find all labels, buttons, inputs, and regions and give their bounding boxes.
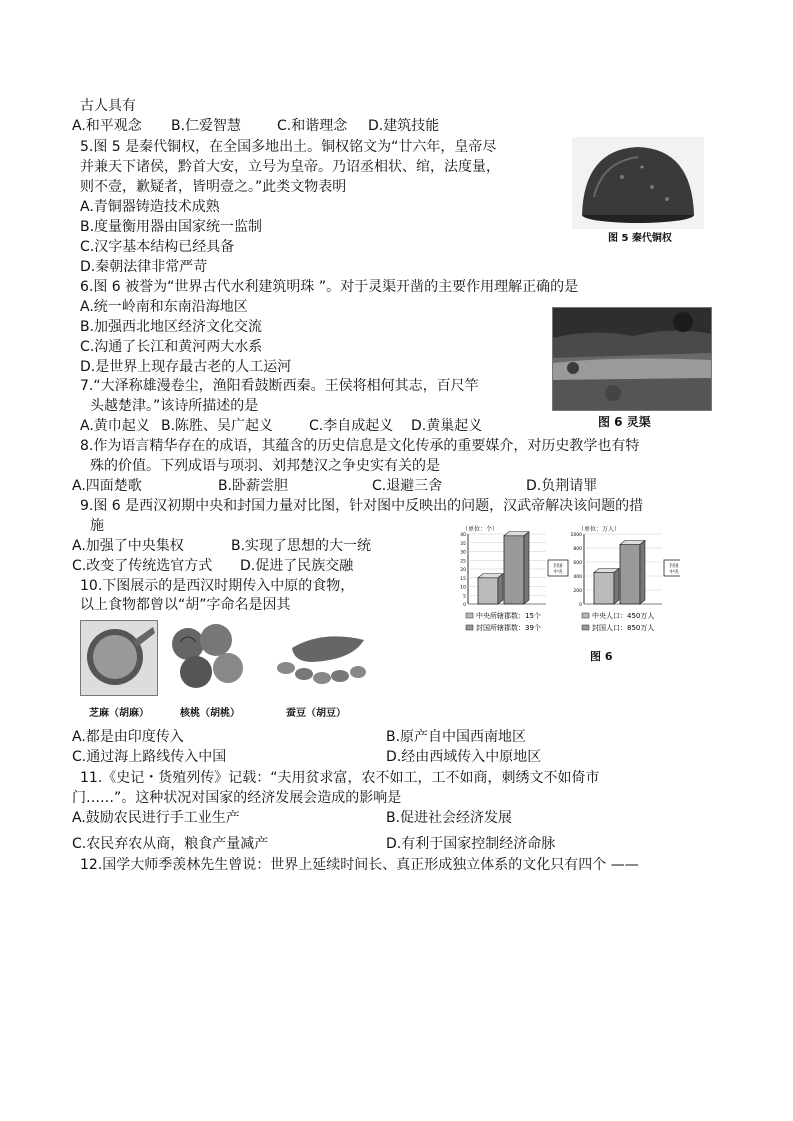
broad-bean-photo <box>272 624 368 694</box>
chart-0-tick-label: 5 <box>463 594 466 600</box>
chart-0-legend-item: 中央所辖郡数：15个 <box>476 612 541 620</box>
central-vs-fief-bar-charts <box>456 524 680 642</box>
chart-0-legend-swatch <box>466 625 473 630</box>
chart-0-legend-item: 封国所辖郡数：39个 <box>476 624 541 632</box>
q10-stem-line1: 10.下图展示的是西汉时期传入中原的食物， <box>80 578 355 594</box>
chart-0-bar-0 <box>478 578 498 604</box>
figure6-lingqu-caption: 图 6 灵渠 <box>598 415 651 429</box>
q11-option-d: D.有利于国家控制经济命脉 <box>386 836 556 852</box>
chart-0-legend-box-label: 中央 <box>553 570 563 575</box>
figure6-chart-caption: 图 6 <box>590 650 613 663</box>
q9-option-c: C.改变了传统选官方式 <box>72 558 213 574</box>
chart-0-bar-0-side <box>498 574 503 604</box>
chart-1-tick-label: 600 <box>573 561 582 566</box>
walnut-photo <box>166 620 250 694</box>
broad-bean-label: 蚕豆（胡豆） <box>286 708 346 719</box>
chart-0-tick-label: 25 <box>460 559 466 565</box>
q6-option-b: B.加强西北地区经济文化交流 <box>80 319 263 335</box>
q10-option-d: D.经由西域传入中原地区 <box>386 749 542 765</box>
chart-1-tick-label: 1000 <box>570 533 582 538</box>
q8-stem-line2: 殊的价值。下列成语与项羽、刘邦楚汉之争史实有关的是 <box>90 458 440 474</box>
chart-0-tick-label: 10 <box>460 585 466 591</box>
q10-stem-line2: 以上食物都曾以“胡”字命名是因其 <box>80 597 291 613</box>
chart-0-tick-label: 40 <box>460 533 466 538</box>
lingqu-canal-photo <box>552 307 712 411</box>
chart-1-bar-1 <box>620 545 640 605</box>
q9-option-d: D.促进了民族交融 <box>240 558 354 574</box>
q11-stem-line2: 门……”。这种状况对国家的经济发展会造成的影响是 <box>72 790 402 806</box>
q6-option-c: C.沟通了长江和黄河两大水系 <box>80 339 263 355</box>
q8-option-c: C.退避三舍 <box>372 478 443 494</box>
q9-stem-line1: 9.图 6 是西汉初期中央和封国力量对比图，针对图中反映出的问题，汉武帝解决该问题的措 <box>80 498 644 514</box>
chart-0-tick-label: 20 <box>460 568 466 573</box>
q6-option-d: D.是世界上现存最古老的人工运河 <box>80 359 292 375</box>
q5-stem-line3: 则不壹，歉疑者，皆明壹之。”此类文物表明 <box>80 179 347 195</box>
chart-1-tick-label: 200 <box>573 589 582 594</box>
q10-option-a: A.都是由印度传入 <box>72 729 184 745</box>
chart-1-tick-label: 400 <box>573 575 582 580</box>
q8-option-b: B.卧薪尝胆 <box>218 478 289 494</box>
chart-1-legend-box-label: 中央 <box>669 570 679 575</box>
q10-option-b: B.原产自中国西南地区 <box>386 729 527 745</box>
q6-option-a: A.统一岭南和东南沿海地区 <box>80 299 248 315</box>
chart-1-tick-label: 800 <box>573 547 582 552</box>
q7-option-c: C.李自成起义 <box>309 418 394 434</box>
bronze-weight-image <box>572 137 704 229</box>
q5-stem-line2: 并兼天下诸侯，黔首大安，立号为皇帝。乃诏丞相状、绾，法度量， <box>80 159 500 175</box>
q5-option-c: C.汉字基本结构已经具备 <box>80 239 235 255</box>
sesame-label: 芝麻（胡麻） <box>89 708 149 719</box>
sesame-image <box>81 621 157 695</box>
figure5-caption: 图 5 秦代铜权 <box>608 233 672 243</box>
chart-0-bar-1-side <box>524 532 529 604</box>
q7-stem-line1: 7.“大泽称雄漫卷尘，渔阳看鼓断西秦。王侯将相何其志，百尺竿 <box>80 378 479 394</box>
q7-option-b: B.陈胜、吴广起义 <box>161 418 274 434</box>
q7-option-a: A.黄巾起义 <box>80 418 150 434</box>
chart-0-tick-label: 35 <box>460 541 466 547</box>
chart-0-tick-label: 30 <box>460 550 466 556</box>
q8-option-a: A.四面楚歌 <box>72 478 142 494</box>
q10-option-c: C.通过海上路线传入中国 <box>72 749 227 765</box>
figure6-charts <box>456 524 680 670</box>
chart-1-bar-0 <box>594 573 614 605</box>
q11-option-c: C.农民弃农从商，粮食产量减产 <box>72 836 269 852</box>
q11-option-b: B.促进社会经济发展 <box>386 810 513 826</box>
chart-0-legend-swatch <box>466 613 473 618</box>
chart-1-legend-swatch <box>582 625 589 630</box>
chart-0-unit-label: （单位：个） <box>462 526 499 533</box>
q5-option-b: B.度量衡用器由国家统一监制 <box>80 219 263 235</box>
walnut-label: 核桃（胡桃） <box>180 708 240 719</box>
q9-option-a: A.加强了中央集权 <box>72 538 184 554</box>
q11-option-a: A.鼓励农民进行手工业生产 <box>72 810 240 826</box>
chart-1-legend-item: 封国人口：850万人 <box>592 624 655 632</box>
chart-1-bar-0-side <box>614 569 619 605</box>
chart-1-unit-label: （单位：万人） <box>578 526 621 533</box>
chart-1-bar-1-side <box>640 541 645 605</box>
q7-option-d: D.黄巢起义 <box>411 418 483 434</box>
q8-option-d: D.负荆请罪 <box>526 478 598 494</box>
q9-option-b: B.实现了思想的大一统 <box>231 538 372 554</box>
q4-stem-tail: 古人具有 <box>80 98 136 114</box>
sesame-photo <box>80 620 158 696</box>
chart-1-legend-box-label: 封国 <box>669 564 679 569</box>
q5-option-a: A.青铜器铸造技术成熟 <box>80 199 220 215</box>
q4-option-c: C.和谐理念 <box>277 118 348 134</box>
q8-stem-line1: 8.作为语言精华存在的成语，其蕴含的历史信息是文化传承的重要媒介，对历史教学也有特 <box>80 438 640 454</box>
q5-stem-line1: 5.图 5 是秦代铜权，在全国多地出土。铜权铭文为“廿六年，皇帝尽 <box>80 139 497 155</box>
chart-0-tick-label: 15 <box>460 576 466 582</box>
lingqu-canal-image <box>553 308 711 410</box>
chart-1-tick-label: 0 <box>579 603 582 608</box>
chart-0-tick-label: 0 <box>463 603 466 608</box>
q7-stem-line2: 头越楚津。”该诗所描述的是 <box>90 398 259 414</box>
bronze-weight-figure <box>572 137 704 243</box>
chart-1-legend-item: 中央人口：450万人 <box>592 612 655 620</box>
q4-option-d: D.建筑技能 <box>368 118 440 134</box>
walnut-image <box>166 620 250 694</box>
chart-1-legend-swatch <box>582 613 589 618</box>
chart-0-bar-1 <box>504 536 524 604</box>
q9-stem-line2: 施 <box>90 518 104 534</box>
q11-stem-line1: 11.《史记・货殖列传》记载：“夫用贫求富，农不如工，工不如商，刺绣文不如倚市 <box>80 770 600 786</box>
q6-stem: 6.图 6 被誉为“世界古代水利建筑明珠 ”。对于灵渠开凿的主要作用理解正确的是 <box>80 279 579 295</box>
chart-0-legend-box-label: 封国 <box>553 564 563 569</box>
q4-option-a: A.和平观念 <box>72 118 142 134</box>
broad-bean-image <box>272 624 368 694</box>
q12-stem: 12.国学大师季羡林先生曾说：世界上延续时间长、真正形成独立体系的文化只有四个 —— <box>80 857 639 873</box>
q4-option-b: B.仁爱智慧 <box>171 118 242 134</box>
q5-option-d: D.秦朝法律非常严苛 <box>80 259 208 275</box>
